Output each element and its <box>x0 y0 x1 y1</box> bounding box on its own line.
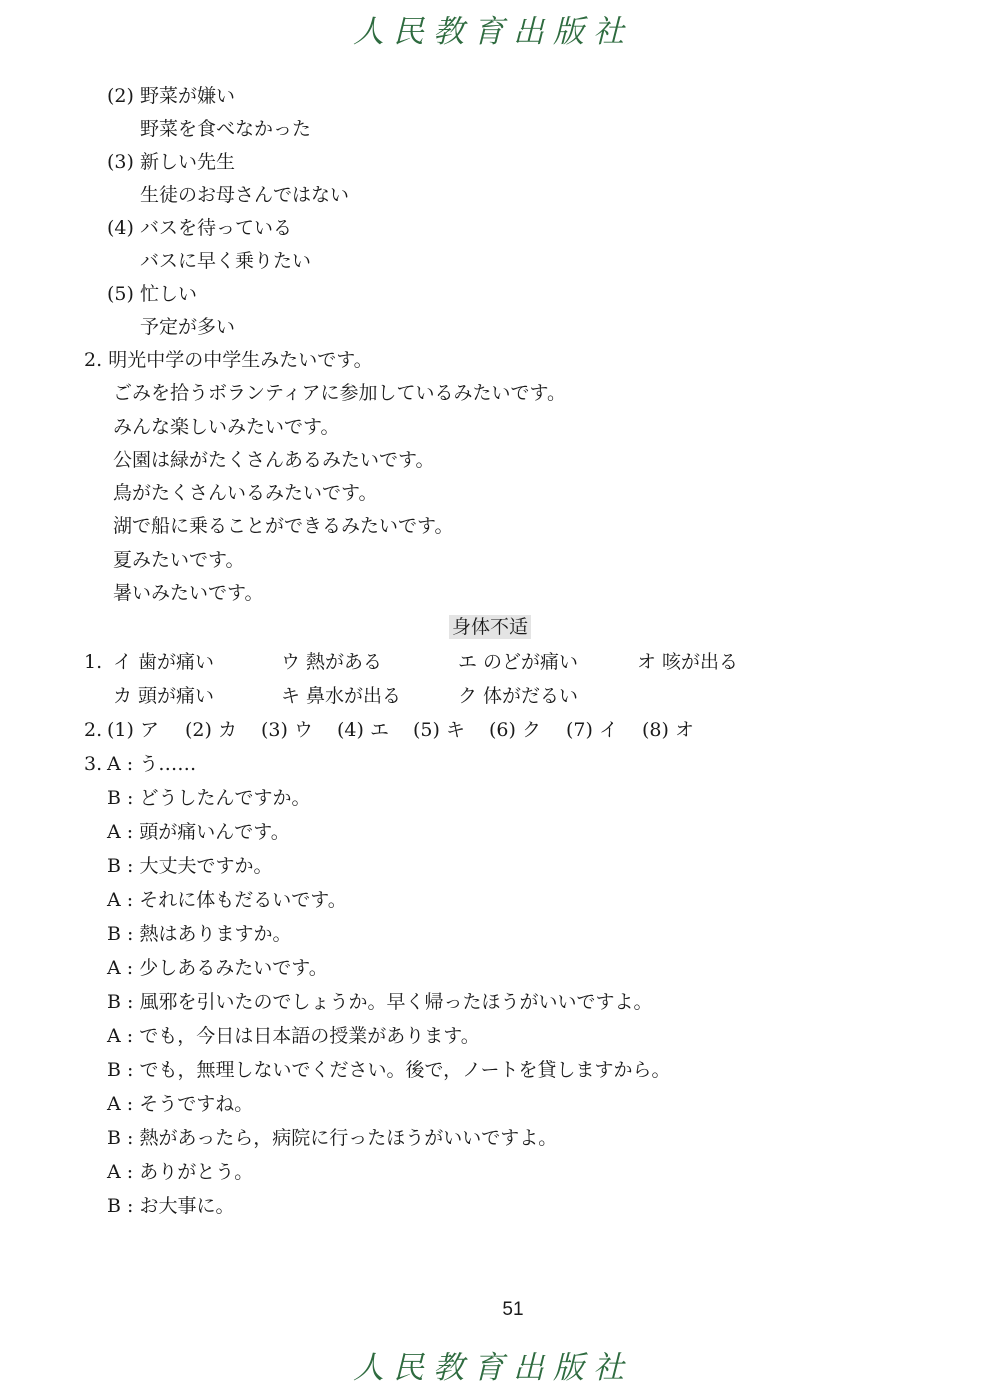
speaker-label: A : <box>107 957 134 979</box>
question-number: 2. <box>84 349 103 371</box>
answer-line: ごみを拾うボランティアに参加しているみたいです。 <box>113 382 566 404</box>
speaker-label: B : <box>107 1059 134 1081</box>
answer-line: 湖で船に乗ることができるみたいです。 <box>113 515 454 537</box>
choice-item: カ 頭が痛い <box>113 685 215 707</box>
question-2-line <box>84 348 373 372</box>
dialogue-text: 大丈夫ですか。 <box>139 855 273 877</box>
speaker-label: B : <box>107 787 134 809</box>
page-number: 51 <box>502 1299 524 1320</box>
dialogue-line <box>107 1058 671 1082</box>
item-number: (4) <box>107 217 134 239</box>
answer-item: (8) オ <box>642 719 694 741</box>
speaker-label: B : <box>107 991 134 1013</box>
choice-item: イ 歯が痛い <box>113 651 215 673</box>
choice-item: ク 体がだるい <box>458 685 579 707</box>
dialogue-text: そうですね。 <box>139 1093 254 1115</box>
speaker-label: B : <box>107 855 134 877</box>
answer-line: 夏みたいです。 <box>113 549 245 571</box>
speaker-label: B : <box>107 1127 134 1149</box>
answer-line: みんな楽しいみたいです。 <box>113 416 340 438</box>
section-heading: 身体不适 <box>449 615 531 639</box>
question-number: 2. <box>84 719 103 741</box>
item-text: バスを待っている <box>139 217 292 239</box>
dialogue-line <box>107 888 347 912</box>
item-text: 新しい先生 <box>139 151 235 173</box>
question-number: 1. <box>84 651 103 673</box>
dialogue-line <box>107 990 652 1014</box>
item-3-line2: 生徒のお母さんではない <box>140 184 350 206</box>
dialogue-text: どうしたんですか。 <box>139 787 311 809</box>
dialogue-line <box>107 1024 480 1048</box>
answer-line: 鳥がたくさんいるみたいです。 <box>113 482 378 504</box>
dialogue-text: でも，今日は日本語の授業があります。 <box>139 1025 480 1047</box>
speaker-label: A : <box>107 821 134 843</box>
dialogue-text: 風邪を引いたのでしょうか。早く帰ったほうがいいですよ。 <box>139 991 653 1013</box>
item-4-line2: バスに早く乗りたい <box>140 250 312 272</box>
publisher-logo-bottom: 人民教育出版社 <box>353 1350 633 1386</box>
item-2-line1 <box>107 84 235 108</box>
speaker-label: A : <box>107 753 134 775</box>
speaker-label: A : <box>107 1093 134 1115</box>
item-3-line1 <box>107 150 235 174</box>
choice-item: ウ 熱がある <box>281 651 383 673</box>
speaker-label: B : <box>107 923 134 945</box>
dialogue-line <box>107 752 196 776</box>
dialogue-line <box>107 1194 234 1218</box>
answer-item: (1) ア <box>107 719 159 741</box>
dialogue-text: でも，無理しないでください。後で，ノートを貸しますから。 <box>139 1059 671 1081</box>
dialogue-text: お大事に。 <box>139 1195 235 1217</box>
dialogue-text: ありがとう。 <box>139 1161 254 1183</box>
answer-item: (7) イ <box>566 719 618 741</box>
question-number: 3. <box>84 753 103 775</box>
item-number: (3) <box>107 151 134 173</box>
item-2-line2: 野菜を食べなかった <box>140 118 312 140</box>
dialogue-text: それに体もだるいです。 <box>139 889 347 911</box>
answer-item: (6) ク <box>489 719 541 741</box>
item-5-line2: 予定が多い <box>140 316 236 338</box>
choice-item: キ 鼻水が出る <box>281 685 402 707</box>
dialogue-text: 熱はありますか。 <box>139 923 292 945</box>
answer-item: (5) キ <box>413 719 465 741</box>
speaker-label: B : <box>107 1195 134 1217</box>
speaker-label: A : <box>107 1161 134 1183</box>
item-number: (5) <box>107 283 134 305</box>
dialogue-line <box>107 1160 253 1184</box>
publisher-logo-top: 人民教育出版社 <box>353 14 633 50</box>
dialogue-line <box>107 956 328 980</box>
dialogue-text: 頭が痛いんです。 <box>139 821 290 843</box>
dialogue-text: 少しあるみたいです。 <box>139 957 328 979</box>
answer-item: (2) カ <box>185 719 237 741</box>
item-5-line1 <box>107 282 197 306</box>
dialogue-line <box>107 922 291 946</box>
answer-item: (4) エ <box>337 719 389 741</box>
speaker-label: A : <box>107 889 134 911</box>
dialogue-line <box>107 820 290 844</box>
answer-line: 公園は緑がたくさんあるみたいです。 <box>113 449 435 471</box>
dialogue-line <box>107 1126 557 1150</box>
item-text: 野菜が嫌い <box>139 85 235 107</box>
answer-line: 暑いみたいです。 <box>113 582 264 604</box>
choice-item: オ 咳が出る <box>637 651 739 673</box>
answer-line: 明光中学の中学生みたいです。 <box>108 349 373 371</box>
choice-item: エ のどが痛い <box>458 651 579 673</box>
answer-item: (3) ウ <box>261 719 313 741</box>
dialogue-line <box>107 1092 253 1116</box>
item-4-line1 <box>107 216 292 240</box>
dialogue-line <box>107 854 272 878</box>
dialogue-text: う…… <box>139 753 197 775</box>
item-text: 忙しい <box>139 283 197 305</box>
dialogue-text: 熱があったら，病院に行ったほうがいいですよ。 <box>139 1127 558 1149</box>
speaker-label: A : <box>107 1025 134 1047</box>
dialogue-line <box>107 786 310 810</box>
item-number: (2) <box>107 85 134 107</box>
